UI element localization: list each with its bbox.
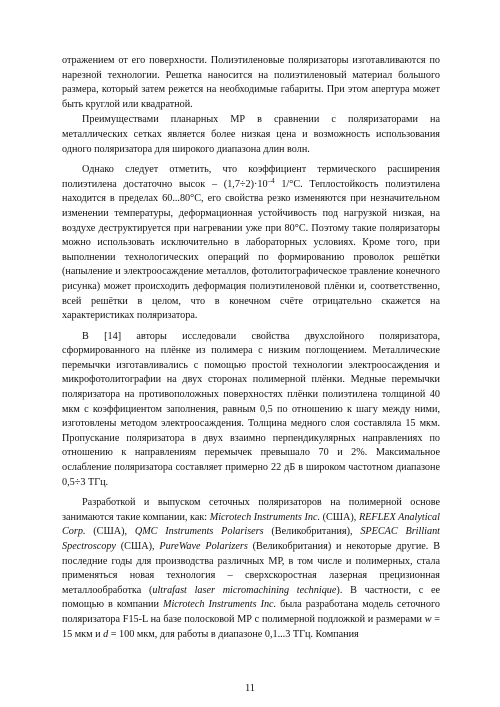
variable-w: w (424, 613, 432, 625)
text-segment: (Великобритания), (263, 526, 361, 538)
text-segment: ). В частности, с ее помощью в компании (62, 584, 440, 611)
company-name: QMC Instruments Polarisers (134, 526, 264, 538)
company-name: SPECAC Brilliant Spectroscopy (62, 526, 440, 552)
text-segment: (США), (320, 511, 359, 523)
paragraph-thermal-expansion (62, 163, 440, 324)
paragraph-two-layer-polarizer: В [14] авторы исследовали свойства двухслойного поляризатора, сформированного на плёнке из полимера с низким поглощением. Металлические перемычки изготавливались с помощью простой технологии электроосаждения и микрофотолитографии на двух сторонах полимерной плёнки. Медные перемычки поляризатора на противоположных поверхностях плёнки полиэтилена толщиной 40 мкм с коэффициентом заполнения, равным 0,5 по отношению к шагу между ними, изготовлены методом электроосаждения. Толщина медного слоя составляла 15 мкм. Пропускание поляризатора в двух взаимно перпендикулярных направлениях по отношению к направлениям перемычек превышало 70 и 2%. Максимальное ослабление поляризатора составляет примерно 22 дБ в широком частотном диапазоне 0,5÷3 ТГц. (62, 330, 440, 488)
body-text (62, 54, 440, 642)
text-segment: = 100 мкм, для работы в диапазоне 0,1...3 ТГц. Компания (108, 628, 359, 640)
text-segment: (США), (115, 541, 160, 552)
variable-d: d (103, 628, 109, 640)
company-name: REFLEX Analytical Corp. (62, 511, 440, 538)
exponent: –4 (267, 176, 275, 185)
technique-name: ultrafast laser micromachining technique (152, 584, 337, 596)
company-name: PureWave Polarizers (159, 541, 248, 552)
thermal-text-after: 1/°С. Теплостойкость полиэтилена находится в пределах 60...80°С, его свойства резко изменяются при незначительном изменении температуры, деформационная устойчивость под нагрузкой низкая, на воздухе деструктируется при нагревании уже при 80°С. Поэтому такие поляризаторы можно использовать исключительно в лабораторных условиях. Кроме того, при выполнении технологических операций по формированию проволок решётки (напыление и электроосаждение металлов, фотолитографическое травление конечного рисунка) может происходить деформация полиэтиленовой плёнки и, соответственно, всей решётки в целом, что в конечном счёте отрицательно скажется на характеристиках поляризатора. (62, 178, 440, 322)
text-segment: Разработкой и выпуском сеточных поляризаторов на полимерной основе занимаются такие компании, как: (62, 497, 440, 523)
text-segment: (США), (85, 526, 135, 538)
company-name: Microtech Instruments Inc. (162, 599, 277, 611)
paragraph-manufacturers (62, 496, 440, 642)
thermal-text-before: Однако следует отметить, что коэффициент термического расширения полиэтилена достаточно высок – (1,7÷2)·10 (62, 164, 440, 190)
text-segment: была разработана модель сеточного поляризатора F15-L на базе полосковой МР с полимерной подложкой и размерами (62, 599, 440, 625)
paragraph-polyethylene-polarizers: отражением от его поверхности. Полиэтиленовые поляризаторы изготавливаются по нарезной технологии. Решетка наносится на полиэтиленовый материал большого размера, который затем режется на необходимые габариты. При этом апертура может быть круглой или квадратной. (62, 55, 440, 110)
page-number: 11 (244, 683, 256, 694)
text-segment: (Великобритания) и некоторые другие. В последние годы для производства различных МР, в том числе и полимерных, стала применяться новая технология – сверхскоростная лазерная прецизионная металлообработка ( (62, 541, 440, 596)
paragraph-planar-advantages: Преимуществами планарных МР в сравнении с поляризаторами на металлических сетках является более низкая цена и возможность использования одного поляризатора для широкого диапазона длин волн. (62, 114, 440, 155)
company-name: Microtech Instruments Inc. (209, 511, 321, 523)
text-segment: = 15 мкм и (62, 613, 440, 640)
